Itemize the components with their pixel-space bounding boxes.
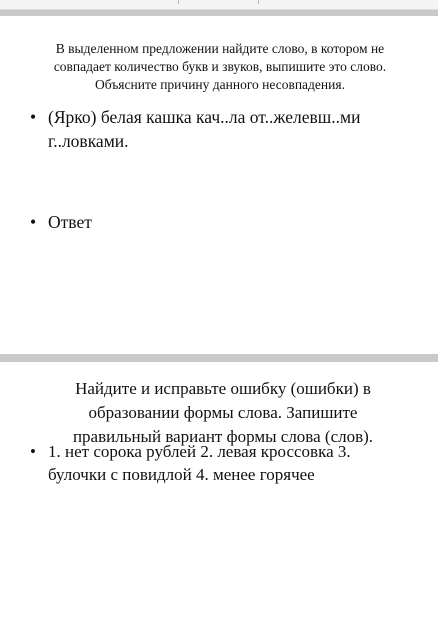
toolbar-tick [178,0,179,4]
top-toolbar-strip [0,0,438,10]
slide-divider [0,354,438,362]
bullet-dot-icon: • [30,212,37,232]
bullet-dot-icon: • [30,107,37,127]
slide-2-title: Найдите и исправьте ошибку (ошибки) в образовании формы слова. Запишите правильный вариант формы слова (слов). [72,379,374,446]
bullet-text: Ответ [48,212,92,232]
slide-1[interactable] [0,16,438,354]
toolbar-tick [258,0,259,4]
bullet-text: 1. нет сорока рублей 2. левая кроссовка 3. булочки с повидлой 4. менее горячее [48,442,351,484]
slide-2[interactable] [0,362,438,640]
bullet-text: (Ярко) белая кашка кач..ла от..желевш..ми г..ловками. [48,107,361,151]
bullet-dot-icon: • [30,442,36,461]
slide-1-bullet-answer [30,211,410,235]
slide-1-bullet-sentence [30,106,410,153]
slide-1-title: В выделенном предложении найдите слово, в котором не совпадает количество букв и звуков, выпишите это слово. Объясните причину данного несовпадения. [53,41,387,93]
slide-2-bullet-options [30,441,410,487]
